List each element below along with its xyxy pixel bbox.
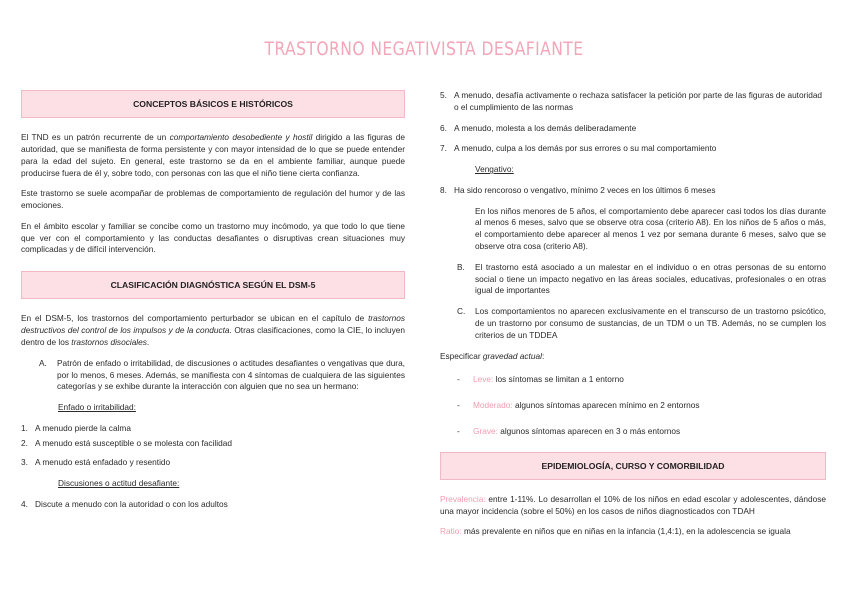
- severity-item: - Leve: los síntomas se limitan a 1 entorno: [457, 374, 624, 385]
- section-heading-epidemiologia: EPIDEMIOLOGÍA, CURSO Y COMORBILIDAD: [440, 452, 826, 480]
- criterion-a: A. Patrón de enfado o irritabilidad, de discusiones o actitudes desafiantes o vengativas que dura, por lo menos, 6 meses. Además, se manifiesta con 4 síntomas de cualquiera de las siguientes categorías y se exhibe durante la interacción con alguien que no sea un hermano:: [39, 357, 405, 392]
- severity-list: [457, 374, 826, 437]
- left-column: [21, 90, 405, 520]
- paragraph-definition: El TND es un patrón recurrente de un comportamiento desobediente y hostil dirigido a las figuras de autoridad, que se manifiesta de forma persistente y con mayor intensidad de lo que se puede entender para la edad del sujeto. En general, este trastorno se da en el ambiente familiar, aunque puede producirse fuera de él y, sobre todo, con personas con las que el niño tiene cierta confianza.: [21, 132, 405, 178]
- subheading-enfado: Enfado o irritabilidad:: [58, 402, 136, 413]
- list-discusiones: [21, 499, 405, 511]
- paragraph-school: En el ámbito escolar y familiar se concibe como un trastorno muy incómodo, ya que todo lo que tiene que ver con el comportamiento y las conductas desafiantes o disruptivas crean situaciones muy complicadas y de difícil intervención.: [21, 220, 405, 255]
- list-item: 2. A menudo está susceptible o se molesta con facilidad: [21, 437, 232, 448]
- page-title: TRASTORNO NEGATIVISTA DESAFIANTE: [264, 38, 584, 60]
- subheading-discusiones: Discusiones o actitud desafiante:: [58, 478, 180, 489]
- list-item: 3. A menudo está enfadado y resentido: [21, 457, 171, 468]
- section-heading-conceptos: CONCEPTOS BÁSICOS E HISTÓRICOS: [21, 90, 405, 118]
- section-heading-dsm5: CLASIFICACIÓN DIAGNÓSTICA SEGÚN EL DSM-5: [21, 271, 405, 299]
- list-item: 5. A menudo, desafía activamente o rechaza satisfacer la petición por parte de las figuras de autoridad o el cumplimiento de las normas: [440, 90, 823, 112]
- list-item: 8. Ha sido rencoroso o vengativo, mínimo 2 veces en los últimos 6 meses: [440, 184, 716, 195]
- paragraph-ratio: Ratio: más prevalente en niños que en niñas en la infancia (1,4:1), en la adolescencia se iguala: [440, 526, 791, 537]
- severity-item: - Moderado: algunos síntomas aparecen mínimo en 2 entornos: [457, 400, 700, 411]
- list-item: 1. A menudo pierde la calma: [21, 422, 131, 433]
- right-column: [440, 90, 826, 547]
- criterion-b: B. El trastorno está asociado a un malestar en el individuo o en otras personas de su entorno social o tiene un impacto negativo en las áreas sociales, educativas, profesionales o en otras igual de importantes: [457, 261, 826, 296]
- subheading-vengativo: Vengativo:: [475, 164, 514, 175]
- list-item: 6. A menudo, molesta a los demás deliberadamente: [440, 122, 637, 133]
- list-vengativo: [440, 185, 826, 197]
- list-discusiones-cont: [440, 90, 826, 155]
- paragraph-problems: Este trastorno se suele acompañar de problemas de comportamiento de regulación del humor y de las emociones.: [21, 188, 405, 211]
- criterion-c: C. Los comportamientos no aparecen exclusivamente en el transcurso de un trastorno psicótico, de un trastorno por consumo de sustancias, de un TDM o un TB. Además, no se cumplen los criterios de un TDDEA: [457, 306, 826, 340]
- severity-item: - Grave: algunos síntomas aparecen en 3 o más entornos: [457, 425, 681, 436]
- list-enfado: [21, 423, 405, 469]
- paragraph-dsm5: En el DSM-5, los trastornos del comportamiento perturbador se ubican en el capítulo de trastornos destructivos del control de los impulsos y de la conducta. Otras clasificaciones, como la CIE, lo incluyen dentro de los trastornos disociales.: [21, 313, 405, 347]
- paragraph-age-note: En los niños menores de 5 años, el comportamiento debe aparecer casi todos los días durante al menos 6 meses, salvo que se observe otra cosa (criterio A8). En los niños de 5 años o más, el comportamiento debe aparecer al menos 1 vez por semana durante 6 meses, salvo que se observe otra cosa (criterio A8).: [475, 205, 826, 252]
- severity-spec: Especificar gravedad actual:: [440, 350, 545, 361]
- list-item: 4. Discute a menudo con la autoridad o con los adultos: [21, 499, 228, 510]
- list-item: 7. A menudo, culpa a los demás por sus errores o su mal comportamiento: [440, 143, 717, 154]
- paragraph-prevalencia: Prevalencia: entre 1-11%. Lo desarrollan el 10% de los niños en edad escolar y adolescentes, dándose una mayor incidencia (sobre el 50%) en los casos de niños diagnosticados con TDAH: [440, 493, 826, 516]
